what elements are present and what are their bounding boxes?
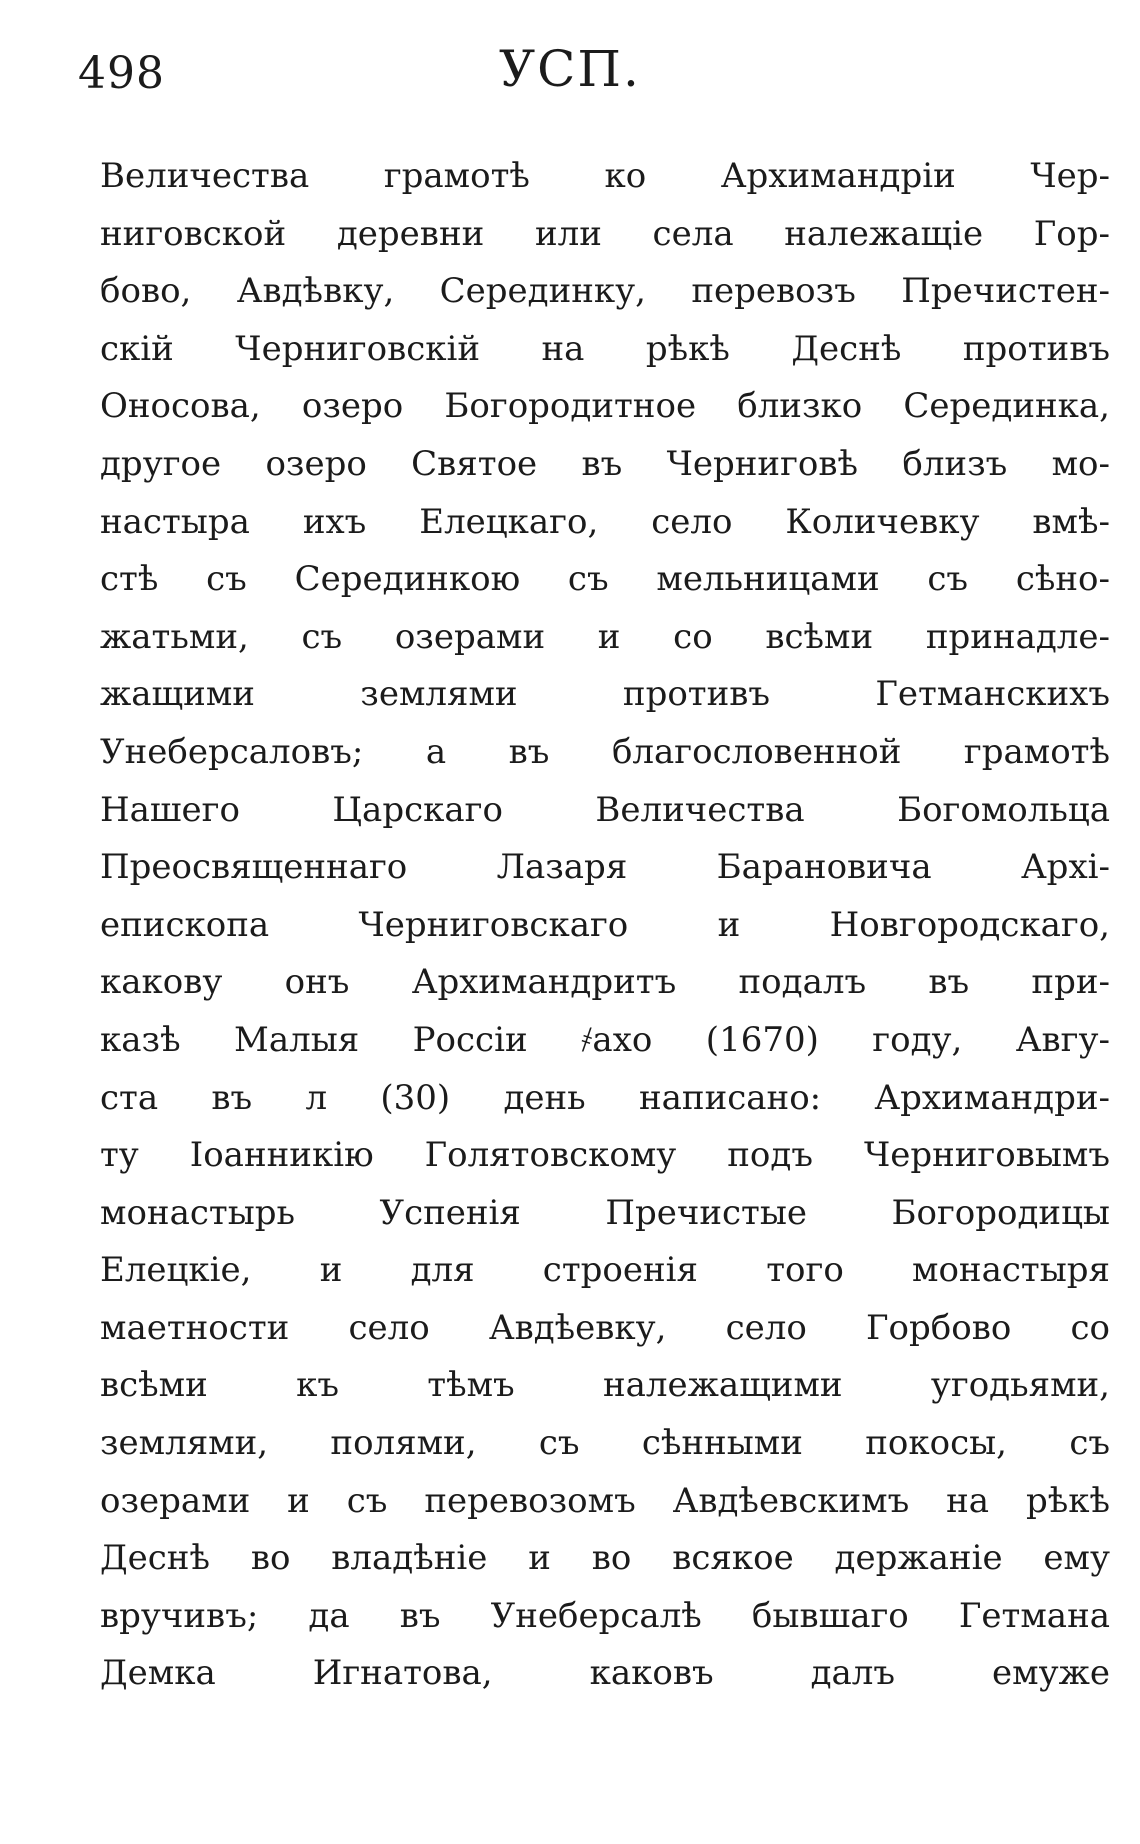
text-line: другое озеро Святое въ Черниговѣ близъ мо-: [100, 443, 1110, 484]
text-line: маетности село Авдѣевку, село Горбово со: [100, 1307, 1110, 1348]
text-line: скій Черниговскій на рѣкѣ Деснѣ противъ: [100, 328, 1110, 369]
text-line: жащими землями противъ Гетманскихъ: [100, 674, 1110, 715]
text-line: какову онъ Архимандритъ подалъ въ при-: [100, 962, 1110, 1003]
text-line: жатьми, съ озерами и со всѣми принадле-: [100, 616, 1110, 657]
text-line: ту Іоанникію Голятовскому подъ Черниговымъ: [100, 1135, 1110, 1176]
text-line: Унеберсаловъ; а въ благословенной грамотѣ: [100, 731, 1110, 772]
text-line: казѣ Малыя Россіи ҂ахо (1670) году, Авгу-: [100, 1019, 1110, 1060]
text-line: Оносова, озеро Богородитное близко Серединка,: [100, 386, 1110, 427]
text-line: Величества грамотѣ ко Архимандріи Чер-: [100, 156, 1110, 196]
text-line: озерами и съ перевозомъ Авдѣевскимъ на рѣкѣ: [100, 1480, 1110, 1521]
text-line: ниговской деревни или села належащіе Гор-: [100, 213, 1110, 254]
text-line: Деснѣ во владѣніе и во всякое держаніе ему: [100, 1538, 1110, 1579]
text-line: ста въ л (30) день написано: Архимандри-: [100, 1077, 1110, 1118]
text-line: Преосвященнаго Лазаря Барановича Архі-: [100, 847, 1110, 888]
body-text: [100, 148, 1110, 1703]
text-line: монастырь Успенія Пречистые Богородицы: [100, 1192, 1110, 1233]
text-line: всѣми къ тѣмъ належащими угодьями,: [100, 1365, 1110, 1406]
text-line: епископа Черниговскаго и Новгородскаго,: [100, 904, 1110, 945]
page-number: 498: [78, 48, 165, 99]
text-line: Нашего Царскаго Величества Богомольца: [100, 789, 1110, 830]
running-head: УСП.: [499, 40, 641, 98]
text-line: землями, полями, съ сѣнными покосы, съ: [100, 1423, 1110, 1464]
text-line: бово, Авдѣвку, Серединку, перевозъ Пречистен-: [100, 271, 1110, 312]
text-line: Демка Игнатова, каковъ далъ емуже: [100, 1653, 1110, 1694]
text-line: стѣ съ Серединкою съ мельницами съ сѣно-: [100, 559, 1110, 600]
text-line: вручивъ; да въ Унеберсалѣ бывшаго Гетмана: [100, 1595, 1110, 1636]
text-line: настыра ихъ Елецкаго, село Количевку вмѣ-: [100, 501, 1110, 542]
text-line: Елецкіе, и для строенія того монастыря: [100, 1250, 1110, 1291]
